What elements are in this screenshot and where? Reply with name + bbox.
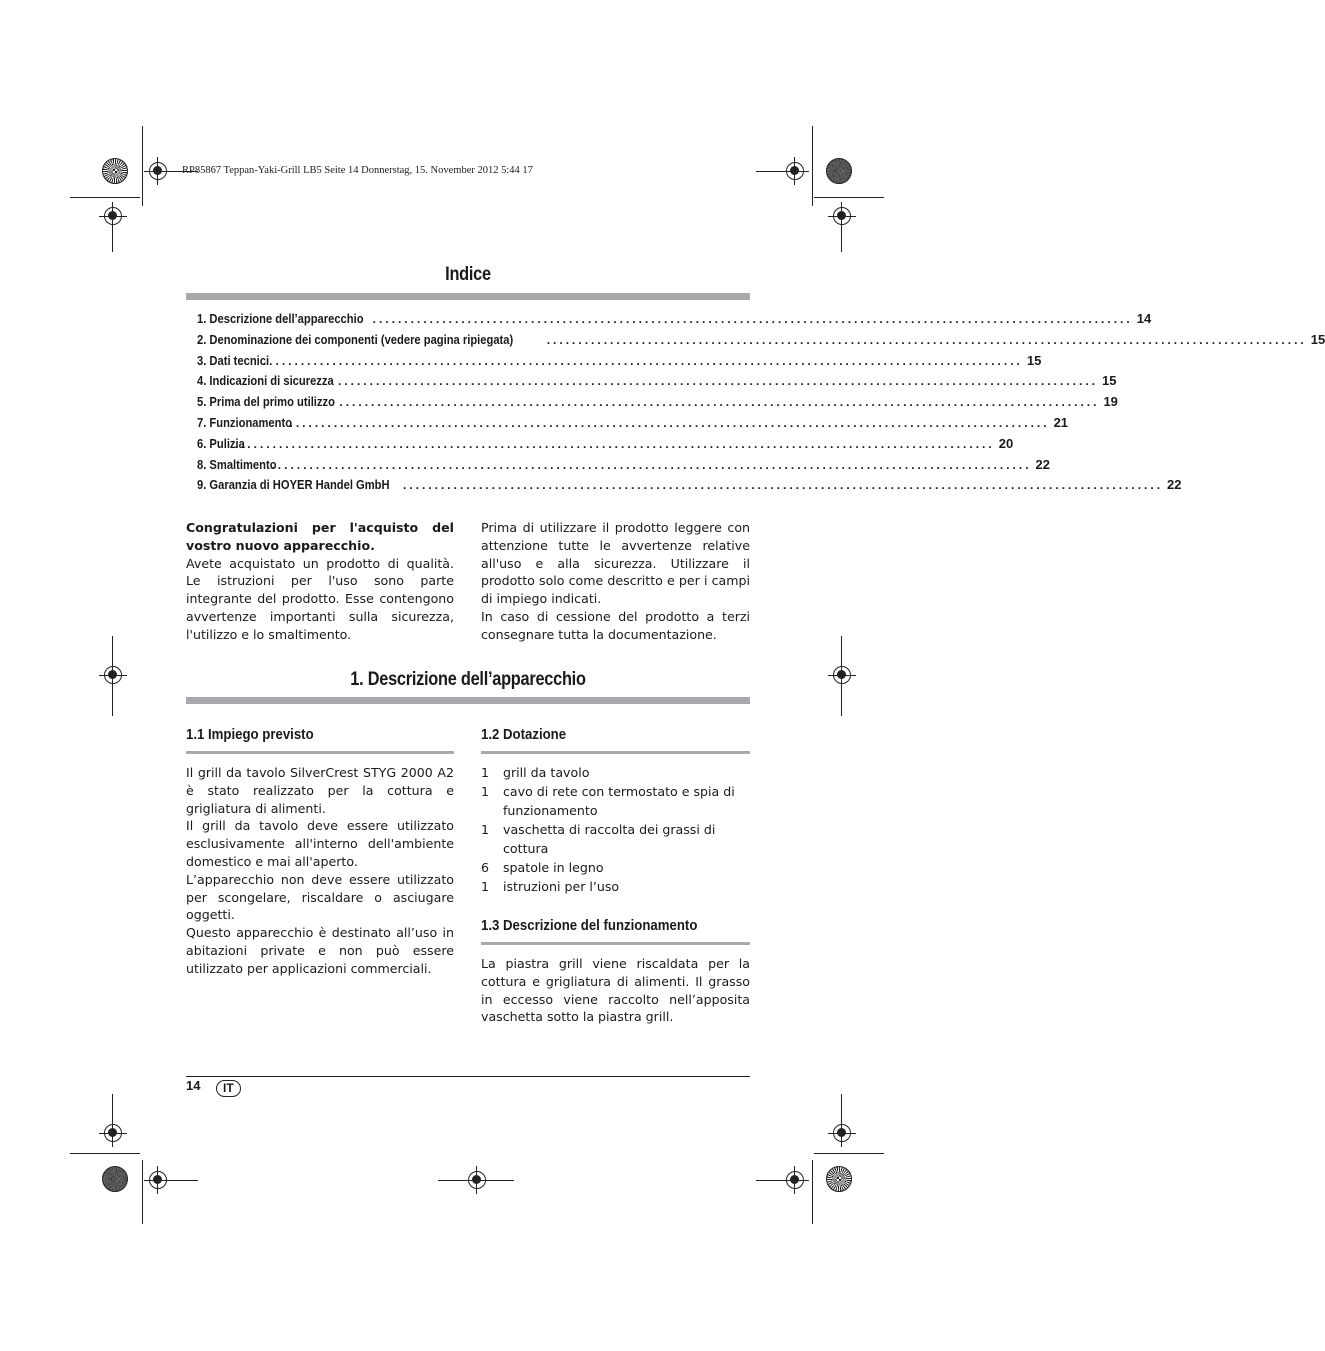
toc-entry — [197, 373, 1117, 394]
registration-rosette-icon — [102, 158, 128, 184]
toc-entry-label: 6. Pulizia — [197, 435, 245, 451]
toc-entry — [197, 456, 1051, 478]
toc-entry-page: 21 — [1053, 414, 1069, 430]
toc-entry-label: 5. Prima del primo utilizzo — [197, 394, 335, 410]
section-1-1-p3: L’apparecchio non deve essere utilizzato per scongelare, riscaldare o asciugare oggetti. — [186, 871, 454, 923]
section-1-1-p4: Questo apparecchio è destinato all’uso in abitazioni private e non può essere utilizzato per applicazioni commerciali. — [186, 925, 454, 976]
registration-target-icon — [104, 666, 122, 684]
list-item — [481, 820, 743, 858]
section-1-1-rule — [186, 751, 454, 754]
footer-rule — [186, 1076, 750, 1077]
toc-entry-label: 7. Funzionamento — [197, 414, 293, 430]
toc-entry-label: 2. Denominazione dei componenti (vedere pagina ripiegata) — [197, 331, 514, 347]
intro-right-column — [481, 519, 750, 644]
table-of-contents — [197, 311, 1325, 498]
list-item-text: vaschetta di raccolta dei grassi di cottura — [503, 822, 716, 856]
toc-entry — [197, 331, 1325, 353]
toc-leader-dots: ........................................................................................................................ — [339, 395, 1100, 410]
toc-entry — [197, 352, 1042, 374]
list-item-quantity: 1 — [481, 765, 490, 780]
toc-entry — [197, 394, 1118, 415]
toc-entry-page: 14 — [1136, 311, 1152, 326]
toc-entry-page: 22 — [1167, 477, 1182, 493]
language-badge: IT — [216, 1080, 241, 1097]
registration-target-icon — [786, 1171, 804, 1189]
section-1-3-body — [481, 955, 750, 1026]
list-item-quantity: 1 — [481, 784, 490, 799]
list-item-quantity: 1 — [481, 822, 490, 837]
toc-leader-dots: ........................................................................................................................ — [262, 353, 1023, 368]
section-1-1-p1: Il grill da tavolo SilverCrest STYG 2000 A2 è stato realizzato per la cottura e grigliatura di alimenti. — [186, 765, 454, 816]
toc-entry — [197, 477, 1182, 498]
registration-target-icon — [833, 1124, 851, 1142]
toc-leader-dots: ........................................................................................................................ — [289, 415, 1050, 430]
registration-target-icon — [149, 1171, 167, 1189]
print-header: RP85867 Teppan-Yaki-Grill LB5 Seite 14 Donnerstag, 15. November 2012 5:44 17 — [182, 165, 533, 176]
list-item — [481, 877, 743, 896]
registration-target-icon — [104, 1124, 122, 1142]
section-1-title: 1. Descrizione dell’apparecchio — [350, 669, 586, 690]
intro-left-column — [186, 519, 454, 644]
toc-entry-label: 9. Garanzia di HOYER Handel GmbH — [197, 477, 390, 493]
registration-target-icon — [786, 162, 804, 180]
toc-entry-label: 4. Indicazioni di sicurezza — [197, 373, 334, 389]
list-item — [481, 858, 743, 877]
list-item-text: cavo di rete con termostato e spia di funzionamento — [503, 784, 735, 818]
toc-entry-page: 19 — [1103, 394, 1118, 410]
toc-leader-dots: ........................................................................................................................ — [234, 436, 995, 451]
list-item-text: spatole in legno — [503, 860, 604, 875]
toc-entry-page: 15 — [1026, 352, 1042, 368]
list-item-quantity: 6 — [481, 860, 490, 875]
list-item-quantity: 1 — [481, 879, 490, 894]
intro-right-text-1: Prima di utilizzare il prodotto leggere con attenzione tutte le avvertenze relative all'uso e alla sicurezza. Utilizzare il prodotto solo come descritto e per i campi di impiego indicati. — [481, 520, 750, 607]
toc-entry — [197, 414, 1069, 436]
list-item — [481, 763, 743, 782]
registration-rosette-icon — [826, 1166, 852, 1192]
section-1-3-title: 1.3 Descrizione del funzionamento — [481, 917, 698, 934]
toc-leader-dots: ........................................................................................................................ — [372, 312, 1133, 326]
toc-leader-dots: ........................................................................................................................ — [402, 478, 1164, 493]
page-number: 14 — [186, 1078, 201, 1093]
toc-entry-label: 1. Descrizione dell’apparecchio — [197, 311, 364, 326]
toc-entry-page: 22 — [1035, 456, 1051, 472]
registration-target-icon — [833, 207, 851, 225]
toc-entry-page: 15 — [1310, 331, 1325, 347]
toc-leader-dots: ........................................................................................................................ — [546, 332, 1307, 347]
section-1-3-p1: La piastra grill viene riscaldata per la cottura e grigliatura di alimenti. Il grasso in eccesso viene raccolto nell’apposita vaschetta sotto la piastra grill. — [481, 956, 750, 1025]
toc-leader-dots: ........................................................................................................................ — [271, 457, 1032, 472]
section-1-1-title: 1.1 Impiego previsto — [186, 726, 314, 743]
toc-entry-label: 3. Dati tecnici — [197, 352, 270, 368]
registration-target-icon — [104, 207, 122, 225]
toc-entry-page: 15 — [1102, 373, 1117, 389]
section-1-2-rule — [481, 751, 750, 754]
section-1-title-bar — [186, 697, 750, 704]
registration-target-icon — [833, 666, 851, 684]
intro-congratulations: Congratulazioni per l'acquisto del vostro nuovo apparecchio. — [186, 520, 454, 553]
registration-rosette-icon — [826, 158, 852, 184]
registration-target-icon — [149, 162, 167, 180]
registration-rosette-icon — [102, 1166, 128, 1192]
toc-entry-label: 8. Smaltimento — [197, 456, 277, 472]
index-title-bar — [186, 293, 750, 300]
list-item-text: istruzioni per l’uso — [503, 879, 620, 894]
toc-entry-page: 20 — [998, 435, 1014, 451]
intro-left-text: Avete acquistato un prodotto di qualità. Le istruzioni per l'uso sono parte integrante del prodotto. Esse contengono avvertenze importanti sulla sicurezza, l'utilizzo e lo smaltimento. — [186, 555, 454, 642]
list-item — [481, 782, 743, 820]
section-1-1-p2: Il grill da tavolo deve essere utilizzato esclusivamente all'interno dell'ambiente domestico e mai all'aperto. — [186, 818, 454, 869]
toc-entry — [197, 435, 1014, 457]
intro-right-text-2: In caso di cessione del prodotto a terzi consegnare tutta la documentazione. — [481, 608, 750, 642]
index-title: Indice — [445, 264, 491, 285]
section-1-3-rule — [481, 942, 750, 945]
supply-list — [481, 763, 743, 896]
section-1-1-body — [186, 764, 454, 978]
list-item-text: grill da tavolo — [503, 765, 590, 780]
section-1-2-title: 1.2 Dotazione — [481, 726, 567, 743]
toc-entry — [197, 311, 1152, 332]
toc-leader-dots: ........................................................................................................................ — [337, 374, 1099, 389]
